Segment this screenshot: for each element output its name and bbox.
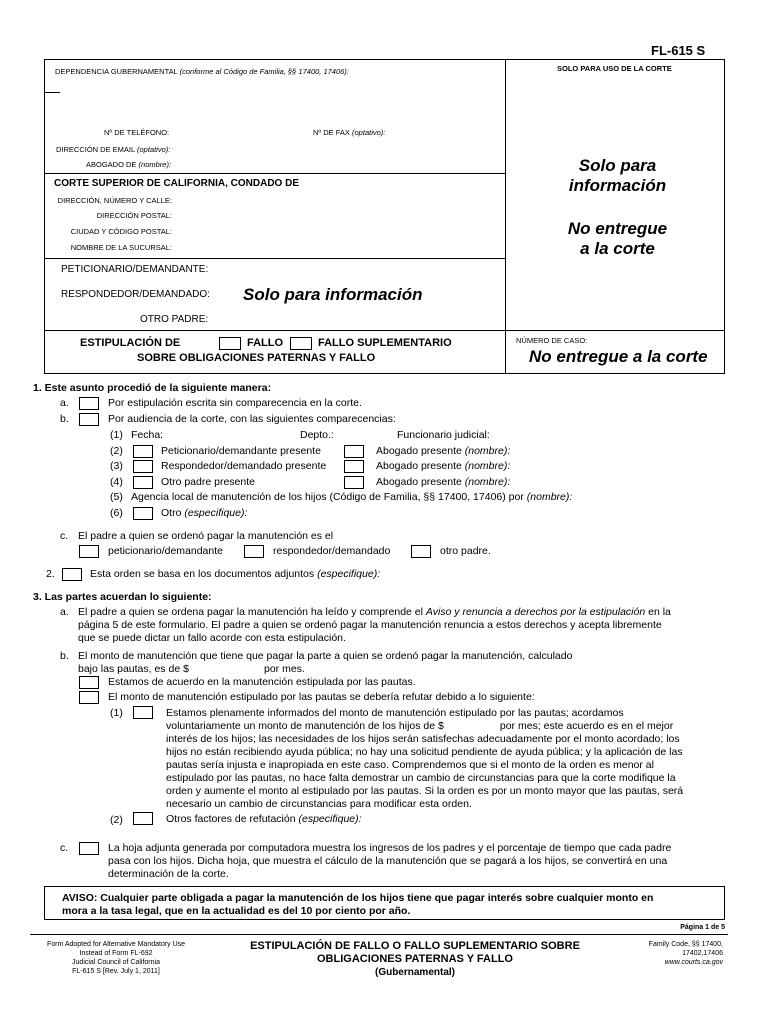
notice-line2: mora a la tasa legal, que en la actualidad es del 10 por ciento por año. bbox=[62, 905, 411, 917]
s1b2-num: (2) bbox=[110, 445, 123, 457]
email-label: DIRECCIÓN DE EMAIL (optativo): bbox=[56, 145, 171, 154]
s1b-checkbox[interactable] bbox=[79, 413, 99, 426]
s1b3-text: Respondedor/demandado presente bbox=[161, 460, 327, 472]
footer-right: Family Code, §§ 17400, 17402,17406 www.courts.ca.gov bbox=[648, 941, 723, 966]
s1b4-num: (4) bbox=[110, 476, 123, 488]
other-parent-label: OTRO PADRE: bbox=[140, 314, 209, 325]
title-line2: SOBRE OBLIGACIONES PATERNAS Y FALLO bbox=[137, 352, 376, 364]
footer-title: ESTIPULACIÓN DE FALLO O FALLO SUPLEMENTARIO SOBRE OBLIGACIONES PATERNAS Y FALLO (Gubernamental) bbox=[250, 940, 580, 978]
title-stip: ESTIPULACIÓN DE bbox=[80, 337, 181, 349]
footer-left: Form Adopted for Alternative Mandatory Use Instead of Form FL-692 Judicial Council of California FL-615 S [Rev. July 1, 2011] bbox=[46, 941, 186, 975]
section-3-title: 3. Las partes acuerdan lo siguiente: bbox=[33, 591, 212, 603]
s1b2-text: Peticionario/demandante presente bbox=[161, 445, 321, 457]
s3b-line1: El monto de manutención que tiene que pagar la parte a quien se ordenó pagar la manutención, calculado bbox=[78, 650, 573, 662]
s1c-letter: c. bbox=[60, 530, 69, 542]
s1b2-attorney: Abogado presente (nombre): bbox=[376, 445, 511, 457]
s3a-text: El padre a quien se ordena pagar la manutención ha leído y comprende el Aviso y renuncia a derechos por la estipulación en la página 5 de este formulario. El padre a quien se ordenó pagar la manutención renuncia a estos derechos y acepta libremente que se puede dictar un fallo acorde con esta estipulación. bbox=[78, 606, 671, 644]
s1b4-attorney: Abogado presente (nombre): bbox=[376, 476, 511, 488]
form-id: FL-615 S bbox=[651, 43, 706, 58]
s1b4-text: Otro padre presente bbox=[161, 476, 255, 488]
s1a-letter: a. bbox=[60, 397, 69, 409]
s3b-rebut-checkbox[interactable] bbox=[79, 691, 99, 704]
s1b4-checkbox[interactable] bbox=[133, 476, 153, 489]
side-note-no-deliver: No entregue a la corte bbox=[567, 219, 668, 258]
s1c-opt2: respondedor/demandado bbox=[273, 545, 391, 557]
s1c-opt3: otro padre. bbox=[440, 545, 491, 557]
section-1-title: 1. Este asunto procedió de la siguiente manera: bbox=[33, 382, 272, 394]
notice-line1: AVISO: Cualquier parte obligada a pagar la manutención de los hijos tiene que pagar interés sobre cualquier monto en bbox=[62, 892, 654, 904]
s1b-letter: b. bbox=[60, 413, 69, 425]
s3b2-text: Otros factores de refutación (especifique): bbox=[166, 813, 362, 825]
s3b-opt2: El monto de manutención estipulado por las pautas se debería refutar debido a lo siguiente: bbox=[108, 691, 535, 703]
s3b-letter: b. bbox=[60, 650, 69, 662]
title-fallo: FALLO bbox=[247, 337, 284, 349]
fallo-checkbox[interactable] bbox=[219, 337, 241, 350]
dept-label: Depto.: bbox=[300, 429, 334, 441]
s2-text: Esta orden se basa en los documentos adjuntos (especifique): bbox=[90, 568, 381, 580]
respondent-label: RESPONDEDOR/DEMANDADO: bbox=[61, 289, 210, 300]
s1b6-text: Otro (especifique): bbox=[161, 507, 248, 519]
s3a-letter: a. bbox=[60, 606, 69, 618]
s1b6-num: (6) bbox=[110, 507, 123, 519]
court-use-label: SOLO PARA USO DE LA CORTE bbox=[557, 64, 672, 73]
agency-label: DEPENDENCIA GUBERNAMENTAL (conforme al Código de Familia, §§ 17400, 17406): bbox=[55, 67, 349, 76]
branch-label: NOMBRE DE LA SUCURSAL: bbox=[70, 243, 172, 252]
case-number-label: NÚMERO DE CASO: bbox=[516, 336, 588, 345]
title-supp: FALLO SUPLEMENTARIO bbox=[318, 337, 452, 349]
s1b2-attorney-checkbox[interactable] bbox=[344, 445, 364, 458]
no-deliver-note: No entregue a la corte bbox=[529, 347, 708, 366]
s1b3-attorney: Abogado presente (nombre): bbox=[376, 460, 511, 472]
s3b-agree-checkbox[interactable] bbox=[79, 676, 99, 689]
date-label: Fecha: bbox=[131, 429, 164, 441]
page-number: Página 1 de 5 bbox=[680, 924, 725, 931]
s1c-other-parent-checkbox[interactable] bbox=[411, 545, 431, 558]
s1b1-num: (1) bbox=[110, 429, 123, 441]
s1c-respondent-checkbox[interactable] bbox=[244, 545, 264, 558]
mail-label: DIRECCIÓN POSTAL: bbox=[96, 211, 172, 220]
city-label: CIUDAD Y CÓDIGO POSTAL: bbox=[70, 227, 172, 236]
s1b5-num: (5) bbox=[110, 491, 123, 503]
s3c-text: La hoja adjunta generada por computadora muestra los ingresos de los padres y el porcentaje de tiempo que cada padre pasa con los hijos. Dicha hoja, que muestra el cálculo de la manutención que se pagará a los hijos, se convertirá en una determinación de la corte. bbox=[108, 842, 672, 880]
s1b4-attorney-checkbox[interactable] bbox=[344, 476, 364, 489]
fax-label: Nº DE FAX (optativo): bbox=[313, 128, 386, 137]
s3b-line2: bajo las pautas, es de $ bbox=[78, 663, 189, 675]
info-only-note: Solo para información bbox=[243, 285, 423, 304]
s3b1-text: Estamos plenamente informados del monto de manutención estipulado por las pautas; acordamos voluntariamente un monto de manutención de los hijos de $ por mes; este acuerdo es en el mejor interés de los hijos; las necesidades de los hijos serán satisfechas adecuadamente por el monto acordado; los hijos no están recibiendo ayuda pública; no hay una solicitud pendiente de ayuda pública; y la aplicación de las pautas sería injusta e inapropiada en este caso. Comprendemos que si el monto de la orden es menor al estipulado por las pautas, no hace falta demostrar un cambio de circunstancias para que la corte modifique la orden y aumente el monto al estipulado por las pautas. Si la orden es por un monto mayor que las pautas, será necesario un cambio de circunstancias para modificar esta orden. bbox=[166, 707, 684, 810]
s2-checkbox[interactable] bbox=[62, 568, 82, 581]
petitioner-label: PETICIONARIO/DEMANDANTE: bbox=[61, 264, 209, 275]
judicial-officer-label: Funcionario judicial: bbox=[397, 429, 490, 441]
s1b3-num: (3) bbox=[110, 460, 123, 472]
s1b6-checkbox[interactable] bbox=[133, 507, 153, 520]
s3b1-num: (1) bbox=[110, 707, 123, 719]
court-title: CORTE SUPERIOR DE CALIFORNIA, CONDADO DE bbox=[54, 178, 300, 189]
s3b2-num: (2) bbox=[110, 814, 123, 826]
s2-num: 2. bbox=[46, 568, 55, 580]
s3c-checkbox[interactable] bbox=[79, 842, 99, 855]
s1c-opt1: peticionario/demandante bbox=[108, 545, 223, 557]
s1a-checkbox[interactable] bbox=[79, 397, 99, 410]
s1b3-checkbox[interactable] bbox=[133, 460, 153, 473]
side-note-info: Solo para información bbox=[568, 156, 667, 195]
per-month: por mes. bbox=[264, 663, 305, 675]
s1b-text: Por audiencia de la corte, con las siguientes comparecencias: bbox=[108, 413, 396, 425]
s1c-petitioner-checkbox[interactable] bbox=[79, 545, 99, 558]
phone-label: Nº DE TELÉFONO: bbox=[104, 128, 170, 137]
s1b5-text: Agencia local de manutención de los hijos (Código de Familia, §§ 17400, 17406) por (nombre): bbox=[131, 491, 573, 503]
fallo-supplementary-checkbox[interactable] bbox=[290, 337, 312, 350]
s3c-letter: c. bbox=[60, 842, 69, 854]
s3b-opt1: Estamos de acuerdo en la manutención estipulada por las pautas. bbox=[108, 676, 416, 688]
s1b3-attorney-checkbox[interactable] bbox=[344, 460, 364, 473]
s1a-text: Por estipulación escrita sin comparecencia en la corte. bbox=[108, 397, 362, 409]
street-label: DIRECCIÓN, NÚMERO Y CALLE: bbox=[57, 196, 172, 205]
s3b2-checkbox[interactable] bbox=[133, 812, 153, 825]
attorney-label: ABOGADO DE (nombre): bbox=[86, 160, 172, 169]
s3b1-checkbox[interactable] bbox=[133, 706, 153, 719]
s1c-text: El padre a quien se ordenó pagar la manutención es el bbox=[78, 530, 334, 542]
s1b2-checkbox[interactable] bbox=[133, 445, 153, 458]
